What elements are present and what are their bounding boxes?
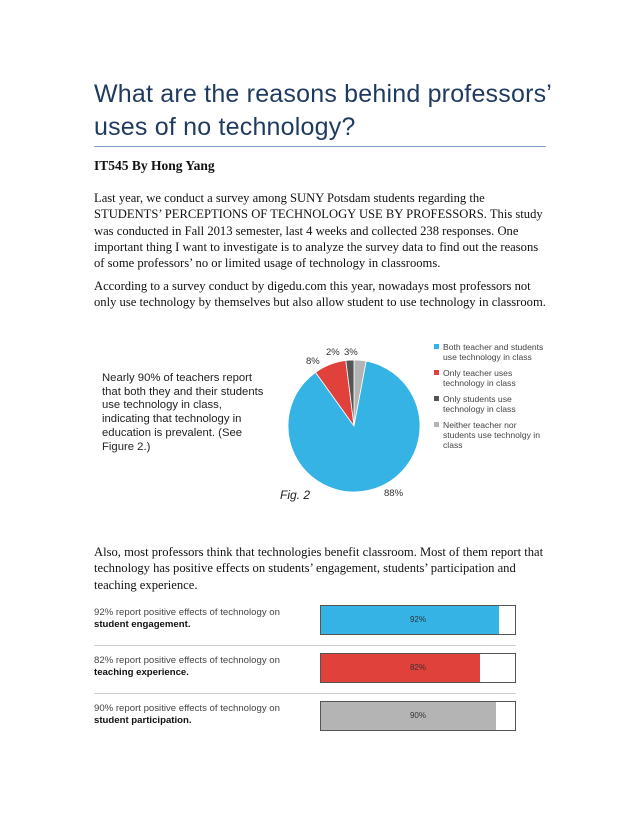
benefits-paragraph: Also, most professors think that technologies benefit classroom. Most of them report that technology has positive effects on students’ engagement, students’ participation and teaching experience. [94, 545, 544, 592]
legend-swatch-red [434, 370, 439, 375]
legend-item-both [434, 342, 548, 362]
bar-description: 90% report positive effects of technology on student participation. [94, 703, 280, 726]
legend-label: Neither teacher nor students use technolgy in class [443, 420, 540, 450]
pie-label-only-teacher: 8% [306, 356, 320, 367]
legend-label: Both teacher and students use technology in class [443, 342, 544, 362]
legend-item-only-students [434, 394, 548, 414]
figure-caption: Fig. 2 [280, 488, 311, 502]
bar-figure [94, 605, 546, 735]
legend-item-only-teacher [434, 368, 548, 388]
pie-label-neither: 3% [344, 347, 358, 358]
bar-value-label: 90% [409, 711, 426, 720]
legend-swatch-dark [434, 396, 439, 401]
legend-swatch-blue [434, 344, 439, 349]
pie-label-both: 88% [384, 488, 404, 499]
legend-label: Only students use technology in class [443, 394, 516, 414]
bar-track [320, 653, 516, 683]
survey-paragraph: According to a survey conduct by digedu.com this year, nowadays most professors not only use technology by themselves but also allow student to use technology in classroom. [94, 279, 546, 310]
pie-chart [284, 356, 424, 496]
bar-value-label: 92% [409, 615, 426, 624]
bar-row-engagement [94, 605, 546, 635]
pie-annotation: Nearly 90% of teachers report that both they and their students use technology in class, indicating that technology in education is prevalent. (See Figure 2.) [102, 372, 264, 453]
pie-label-only-students: 2% [326, 347, 340, 358]
bar-divider [94, 693, 516, 694]
legend-label: Only teacher uses technology in class [443, 368, 516, 388]
pie-legend [434, 342, 548, 456]
bar-track [320, 605, 516, 635]
intro-paragraph: Last year, we conduct a survey among SUNY Potsdam students regarding the STUDENTS’ PERCEPTIONS OF TECHNOLOGY USE BY PROFESSORS. This study was conducted in Fall 2013 semester, last 4 weeks and collected 238 responses. One important thing I want to investigate is to analyze the survey data to find out the reasons of some professors’ no or limited usage of technology in classrooms. [94, 191, 543, 271]
bar-description: 82% report positive effects of technology on teaching experience. [94, 655, 280, 678]
legend-swatch-gray [434, 422, 439, 427]
byline: IT545 By Hong Yang [94, 158, 215, 173]
pie-figure [94, 342, 546, 510]
title-underline [94, 146, 546, 147]
page-title: What are the reasons behind professors’ uses of no technology? [94, 80, 552, 141]
bar-value-label: 82% [409, 663, 426, 672]
legend-item-neither [434, 420, 548, 450]
bar-divider [94, 645, 516, 646]
bar-row-teaching [94, 653, 546, 683]
bar-row-participation [94, 701, 546, 731]
bar-track [320, 701, 516, 731]
bar-description: 92% report positive effects of technology on student engagement. [94, 607, 280, 630]
